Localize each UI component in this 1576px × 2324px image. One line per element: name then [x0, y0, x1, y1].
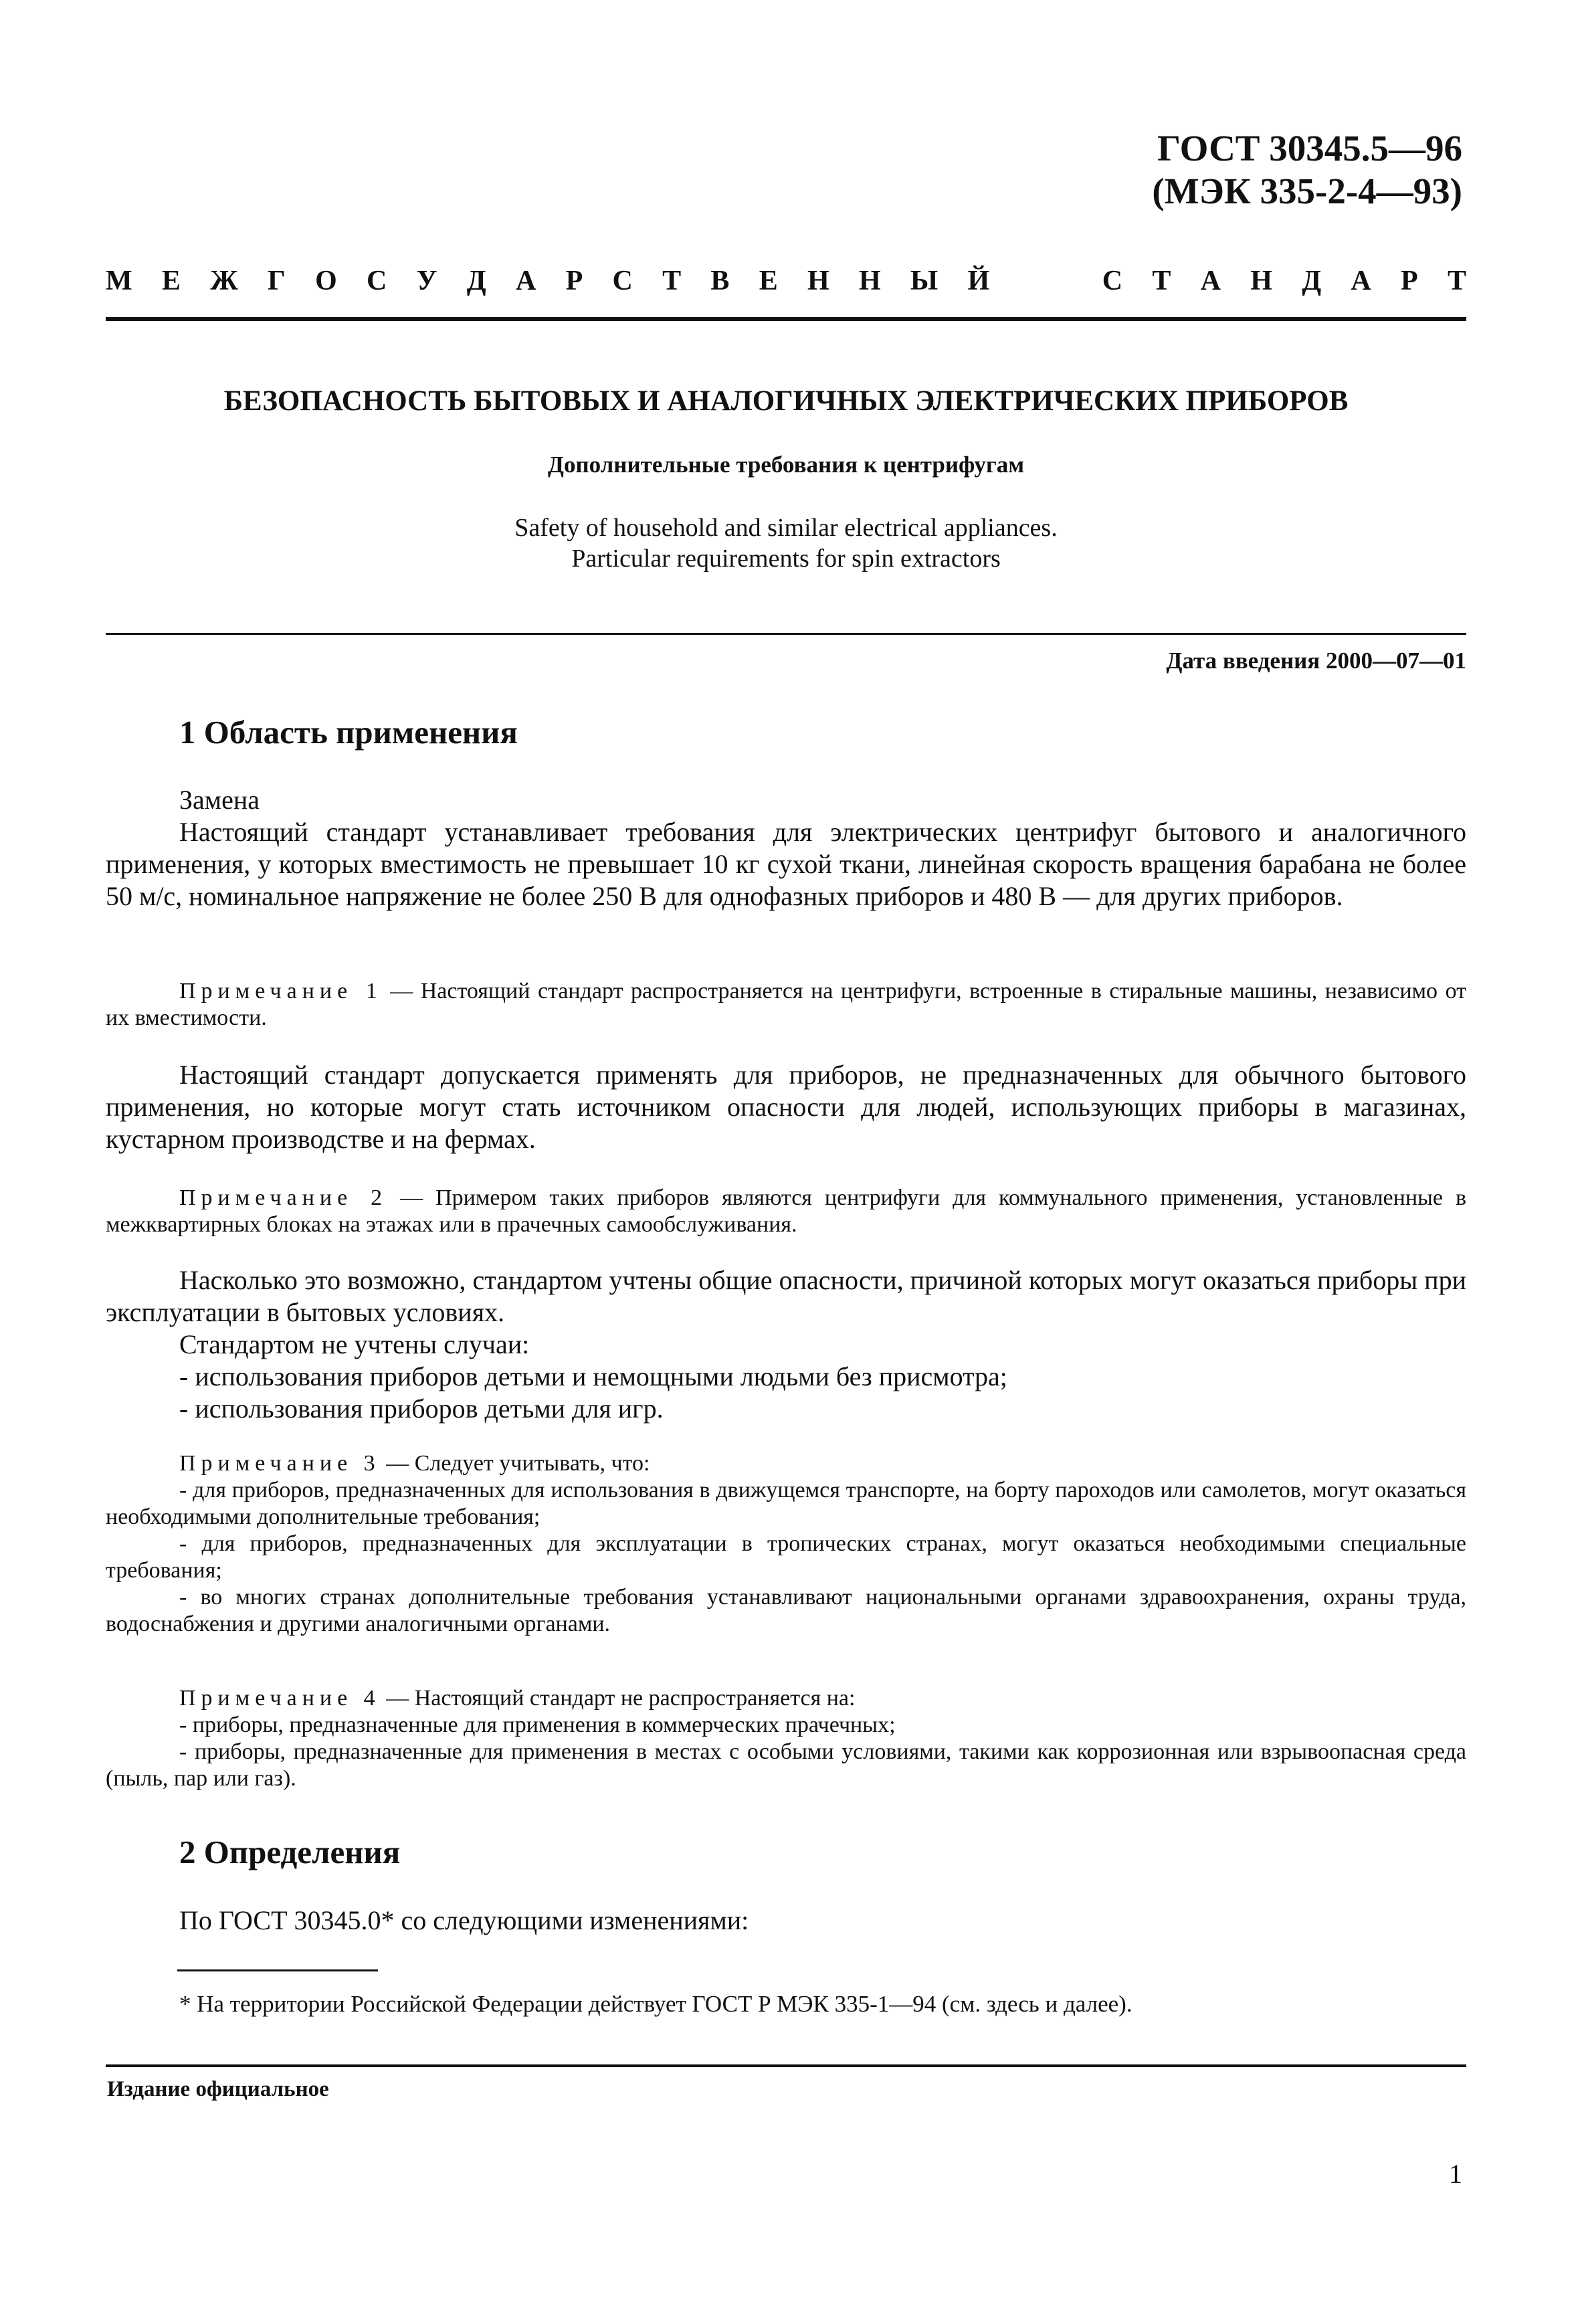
section-1-para-1 [106, 784, 1466, 912]
paragraph: Насколько это возможно, стандартом учтены общие опасности, причиной которых могут оказаться приборы при эксплуатации в бытовых условиях. [106, 1265, 1466, 1327]
paragraph: Настоящий стандарт устанавливает требования для электрических центрифуг бытового и аналогичного применения, у которых вместимость не превышает 10 кг сухой ткани, линейная скорость вращения барабана не более 50 м/с, номинальное напряжение не более 250 В для однофазных приборов и 480 В — для других приборов. [106, 817, 1466, 911]
english-title-line: Particular requirements for spin extractors [571, 545, 1001, 573]
note-4 [106, 1685, 1466, 1792]
note-label: Примечание 1 [179, 979, 383, 1003]
title-rule [106, 633, 1466, 635]
note-item: - приборы, предназначенные для применения в местах с особыми условиями, такими как коррозионная или взрывоопасная среда (пыль, пар или газ). [106, 1739, 1466, 1791]
banner-letter: М [106, 266, 132, 296]
note-label: Примечание 2 [179, 1185, 388, 1210]
document-title: БЕЗОПАСНОСТЬ БЫТОВЫХ И АНАЛОГИЧНЫХ ЭЛЕКТРИЧЕСКИХ ПРИБОРОВ [223, 385, 1349, 417]
section-2-para-1 [106, 1905, 1466, 1937]
list-item: - использования приборов детьми для игр. [179, 1393, 664, 1424]
note-label: Примечание 4 [179, 1686, 381, 1711]
paragraph: Стандартом не учтены случаи: [179, 1329, 530, 1359]
banner-letter: С [612, 266, 633, 296]
note-item: - для приборов, предназначенных для использования в движущемся транспорте, на борту пароходов или самолетов, могут оказаться необходимыми дополнительные требования; [106, 1478, 1466, 1529]
paragraph: Настоящий стандарт допускается применять для приборов, не предназначенных для обычного бытового применения, но которые могут стать источником опасности для людей, использующих приборы в магазинах, кустарном производстве и на фермах. [106, 1060, 1466, 1154]
banner-letter: Д [466, 266, 486, 296]
banner-letter: А [1200, 266, 1221, 296]
banner-letter: Ж [210, 266, 238, 296]
document-subtitle: Дополнительные требования к центрифугам [547, 452, 1025, 478]
banner-letter: Е [759, 266, 778, 296]
gost-code: ГОСТ 30345.5—96 [1157, 128, 1462, 169]
banner-letter: О [315, 266, 337, 296]
header-rule [106, 317, 1466, 321]
document-code [1152, 127, 1462, 213]
footer-rule [106, 2064, 1466, 2067]
note-3 [106, 1450, 1466, 1638]
introduction-date: Дата введения 2000—07—01 [1166, 648, 1466, 674]
note-text: — Примером таких приборов являются центрифуги для коммунального применения, установленные в межквартирных блоках на этажах или в прачечных самообслуживания. [106, 1185, 1467, 1237]
banner-letter: Г [268, 266, 286, 296]
section-1-para-3 [106, 1264, 1466, 1425]
section-1-heading: 1 Область применения [179, 714, 518, 751]
footnote-rule [177, 1969, 378, 1971]
banner-letter: Н [807, 266, 829, 296]
note-label: Примечание 3 [179, 1451, 381, 1476]
interstate-standard-banner [106, 265, 1466, 308]
replacement-label: Замена [179, 785, 260, 815]
page-number: 1 [1449, 2159, 1462, 2189]
banner-letter: А [1351, 266, 1371, 296]
banner-letter: Н [858, 266, 881, 296]
note-item: - приборы, предназначенные для применения в коммерческих прачечных; [179, 1713, 896, 1737]
banner-letter: У [416, 266, 437, 296]
banner-letter: Т [1152, 266, 1171, 296]
note-text: — Настоящий стандарт не распространяется на: [380, 1686, 856, 1711]
iec-code: (МЭК 335-2-4—93) [1152, 171, 1462, 211]
section-1-para-2 [106, 1059, 1466, 1155]
banner-letter: Е [161, 266, 181, 296]
banner-letter: Ы [910, 266, 939, 296]
banner-letter: Н [1250, 266, 1272, 296]
official-edition-label: Издание официальное [107, 2077, 329, 2101]
note-item: - во многих странах дополнительные требования устанавливают национальными органами здравоохранения, охраны труда, водоснабжения и другими аналогичными органами. [106, 1585, 1466, 1636]
banner-letter: Д [1302, 266, 1322, 296]
banner-letter: С [367, 266, 387, 296]
note-2 [106, 1185, 1466, 1238]
banner-letter: Т [1447, 266, 1466, 296]
paragraph: По ГОСТ 30345.0* со следующими изменениями: [179, 1905, 749, 1935]
banner-letter: Р [1401, 266, 1418, 296]
section-2-heading: 2 Определения [179, 1834, 401, 1870]
english-title [106, 512, 1466, 574]
banner-letter: С [1102, 266, 1123, 296]
banner-letter: В [710, 266, 730, 296]
banner-letter: А [515, 266, 536, 296]
banner-letter: Т [662, 266, 682, 296]
note-text: — Настоящий стандарт распространяется на центрифуги, встроенные в стиральные машины, независимо от их вместимости. [106, 979, 1466, 1030]
footnote: * На территории Российской Федерации действует ГОСТ Р МЭК 335-1—94 (см. здесь и далее). [179, 1991, 1132, 2017]
banner-letter: Р [565, 266, 583, 296]
banner-letter: Й [967, 266, 990, 296]
note-text: — Следует учитывать, что: [380, 1451, 650, 1476]
english-title-line: Safety of household and similar electrical appliances. [514, 514, 1058, 542]
note-1 [106, 978, 1466, 1032]
note-item: - для приборов, предназначенных для эксплуатации в тропических странах, могут оказаться необходимыми специальные требования; [106, 1531, 1466, 1583]
list-item: - использования приборов детьми и немощными людьми без присмотра; [179, 1361, 1007, 1391]
